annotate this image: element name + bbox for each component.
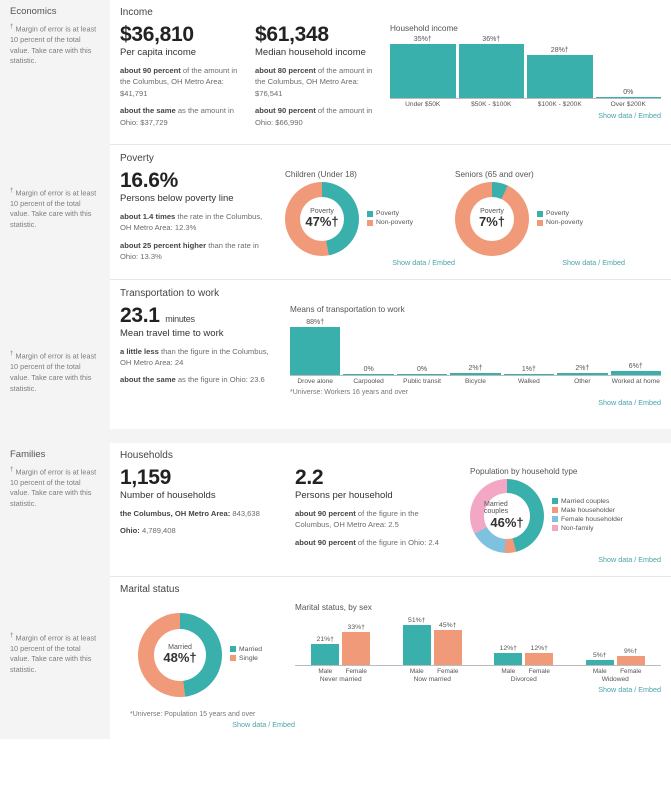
bar-label-worked-at-home: Worked at home [611, 377, 660, 385]
income-title: Income [120, 7, 153, 18]
per-capita-income-block [120, 24, 255, 134]
bar-label-under-50k: Under $50K [405, 101, 441, 108]
dagger-icon: † [10, 465, 14, 473]
poverty-label: Persons below poverty line [120, 193, 234, 205]
dagger-icon: † [10, 631, 14, 639]
travel-time-value: 23.1 minutes [120, 303, 195, 327]
economics-content [110, 0, 671, 429]
transportation-title: Transportation to work [120, 287, 220, 299]
moe-note: † Margin of error is at least 10 percent of the total value. Take care with this statistic. [10, 631, 97, 674]
bar-divorced-female[interactable]: 12%† [525, 615, 553, 665]
section-title-families: Families [10, 448, 46, 460]
persons-per-household-metro: about 90 percent of the figure in the Columbus, OH Metro Area: 2.5 [295, 508, 419, 530]
marital-universe-note: *Universe: Population 15 years and over [130, 710, 256, 718]
group-now-married [387, 615, 479, 683]
seniors-poverty-title: Seniors (65 and over) [455, 170, 534, 179]
marital-by-sex-chart [295, 601, 661, 694]
show-data-link[interactable]: Show data / Embed [598, 111, 661, 121]
moe-note: † Margin of error is at least 10 percent of the total value. Take care with this statistic. [10, 186, 97, 229]
group-never-married [295, 615, 387, 683]
transportation-row [110, 280, 671, 429]
per-capita-compare-metro: about 90 percent of the amount in the Columbus, OH Metro Area: $41,791 [120, 66, 238, 98]
households-row [110, 443, 671, 577]
bar-public-transit[interactable]: 0% [397, 317, 447, 375]
show-data-link[interactable]: Show data / Embed [598, 397, 661, 407]
bar-widowed-male[interactable]: 5%† [586, 615, 614, 665]
bar-50k-100k[interactable]: 36%† [459, 36, 525, 98]
travel-time-compare-metro: a little less than the figure in the Columbus, OH Metro Area: 24 [120, 346, 269, 368]
median-household-income-block [255, 24, 390, 134]
median-household-income-label: Median household income [255, 47, 366, 59]
moe-note: † Margin of error is at least 10 percent of the total value. Take care with this statistic. [10, 23, 97, 66]
bar-worked-at-home[interactable]: 6%† [611, 317, 661, 375]
legend-swatch-nonpoverty [537, 220, 543, 226]
poverty-row [110, 145, 671, 280]
poverty-title: Poverty [120, 153, 154, 164]
sub-label-male: Male [501, 667, 516, 675]
dagger-icon: † [10, 23, 14, 30]
children-poverty-title: Children (Under 18) [285, 170, 357, 179]
travel-time-compare-state: about the same as the figure in Ohio: 23.6 [120, 375, 265, 385]
bar-now-married-male[interactable]: 51%† [403, 615, 431, 665]
legend-swatch-female-householder [552, 516, 558, 522]
households-title: Households [120, 449, 173, 461]
families-section [0, 443, 671, 739]
persons-per-household-block [295, 467, 470, 564]
economics-left-rail [0, 0, 110, 429]
bar-never-married-female[interactable]: 33%† [342, 615, 370, 665]
seniors-poverty-legend: Poverty Non-poverty [537, 210, 583, 228]
sub-label-male: Male [409, 667, 424, 675]
bar-100k-200k[interactable]: 28%† [527, 36, 593, 98]
legend-swatch-poverty [537, 211, 543, 217]
group-widowed [570, 615, 662, 683]
household-type-donut[interactable]: Married couples 46%† [470, 479, 544, 553]
marital-status-legend: Married Single [230, 646, 262, 664]
bar-label-over-200k: Over $200K [610, 101, 646, 108]
bar-label-walked: Walked [518, 377, 540, 385]
persons-per-household-label: Persons per household [295, 489, 393, 501]
moe-note: † Margin of error is at least 10 percent of the total value. Take care with this statistic. [10, 350, 97, 393]
sub-label-male: Male [318, 667, 333, 675]
median-household-income-value: $61,348 [255, 23, 329, 46]
bar-over-200k[interactable]: 0% [596, 36, 662, 98]
household-type-title: Population by household type [470, 466, 578, 476]
sub-label-female: Female [345, 667, 367, 675]
seniors-poverty-donut[interactable]: Poverty 7%† [455, 182, 529, 256]
household-income-chart-title: Household income [390, 24, 458, 33]
bar-carpooled[interactable]: 0% [343, 317, 393, 375]
show-data-link[interactable]: Show data / Embed [392, 258, 455, 267]
show-data-link[interactable]: Show data / Embed [232, 719, 295, 729]
transport-universe-note: *Universe: Workers 16 years and over [290, 388, 409, 396]
legend-swatch-non-family [552, 525, 558, 531]
legend-swatch-nonpoverty [367, 220, 373, 226]
bar-bicycle[interactable]: 2%† [450, 317, 500, 375]
per-capita-income-value: $36,810 [120, 23, 194, 46]
seniors-poverty-chart [455, 170, 625, 269]
persons-per-household-value: 2.2 [295, 465, 324, 489]
bar-label-public-transit: Public transit [403, 377, 441, 385]
persons-per-household-state: about 90 percent of the figure in Ohio: 2.4 [295, 537, 439, 547]
marital-status-donut[interactable]: Married 48%† [138, 613, 222, 697]
household-income-chart [390, 24, 661, 134]
group-label-never-married: Never married [319, 675, 362, 683]
poverty-stat-block [120, 170, 285, 269]
group-label-divorced: Divorced [510, 675, 537, 683]
families-left-rail [0, 443, 110, 739]
dagger-icon: † [10, 350, 14, 358]
marital-status-row [110, 577, 671, 739]
household-count-block [120, 467, 295, 564]
bar-drove-alone[interactable]: 88%† [290, 317, 340, 375]
bar-label-other: Other [574, 377, 591, 385]
bar-label-carpooled: Carpooled [353, 377, 384, 385]
household-count-state: Ohio: 4,789,408 [120, 526, 176, 536]
children-poverty-chart [285, 170, 455, 269]
marital-status-title: Marital status [120, 583, 180, 595]
travel-time-label: Mean travel time to work [120, 327, 224, 339]
means-transport-title: Means of transportation to work [290, 304, 405, 314]
bar-never-married-male[interactable]: 21%† [311, 615, 339, 665]
bar-walked[interactable]: 1%† [504, 317, 554, 375]
bar-under-50k[interactable]: 35%† [390, 36, 456, 98]
section-title-economics: Economics [10, 6, 57, 17]
means-transport-chart [290, 305, 661, 407]
household-count-value: 1,159 [120, 465, 172, 489]
sub-label-female: Female [437, 667, 459, 675]
children-poverty-legend: Poverty Non-poverty [367, 210, 413, 228]
household-count-label: Number of households [120, 489, 216, 501]
median-household-compare-state: about 90 percent of the amount in Ohio: $66,990 [255, 106, 373, 127]
poverty-compare-metro: about 1.4 times the rate in the Columbus, OH Metro Area: 12.3% [120, 212, 263, 233]
household-type-legend: Married couples Male householder Female householder Non-family [552, 498, 623, 534]
poverty-value: 16.6% [120, 169, 179, 192]
marital-donut-chart [120, 601, 295, 729]
marital-by-sex-title: Marital status, by sex [295, 602, 372, 612]
show-data-link[interactable]: Show data / Embed [598, 684, 661, 694]
sub-label-female: Female [528, 667, 550, 675]
children-poverty-donut[interactable]: Poverty 47%† [285, 182, 359, 256]
bar-label-50k-100k: $50K - $100K [471, 101, 512, 108]
poverty-compare-state: about 25 percent higher than the rate in Ohio: 13.3% [120, 240, 259, 262]
legend-swatch-married [230, 646, 236, 652]
bar-divorced-male[interactable]: 12%† [494, 615, 522, 665]
group-label-now-married: Now married [413, 675, 451, 683]
families-content [110, 443, 671, 739]
show-data-link[interactable]: Show data / Embed [562, 258, 625, 267]
sub-label-female: Female [620, 667, 642, 675]
group-divorced [478, 615, 570, 683]
bar-now-married-female[interactable]: 45%† [434, 615, 462, 665]
household-type-chart [470, 467, 661, 564]
dagger-icon: † [10, 186, 14, 194]
median-household-compare-metro: about 80 percent of the amount in the Columbus, OH Metro Area: $76,541 [255, 66, 373, 98]
household-count-metro: the Columbus, OH Metro Area: 843,638 [120, 508, 260, 518]
legend-swatch-poverty [367, 211, 373, 217]
legend-swatch-male-householder [552, 507, 558, 513]
bar-widowed-female[interactable]: 9%† [617, 615, 645, 665]
bar-label-drove-alone: Drove alone [297, 377, 333, 385]
bar-other[interactable]: 2%† [557, 317, 607, 375]
income-row [110, 0, 671, 145]
section-divider [0, 429, 671, 443]
legend-swatch-single [230, 655, 236, 661]
moe-note: † Margin of error is at least 10 percent of the total value. Take care with this statistic. [10, 465, 97, 508]
bar-label-100k-200k: $100K - $200K [537, 101, 582, 108]
travel-time-block [120, 305, 290, 407]
legend-swatch-married-couples [552, 498, 558, 504]
bar-label-bicycle: Bicycle [465, 377, 486, 385]
per-capita-compare-state: about the same as the amount in Ohio: $37,729 [120, 106, 234, 127]
per-capita-income-label: Per capita income [120, 47, 197, 59]
show-data-link[interactable]: Show data / Embed [598, 554, 661, 564]
group-label-widowed: Widowed [601, 675, 629, 683]
sub-label-male: Male [592, 667, 607, 675]
